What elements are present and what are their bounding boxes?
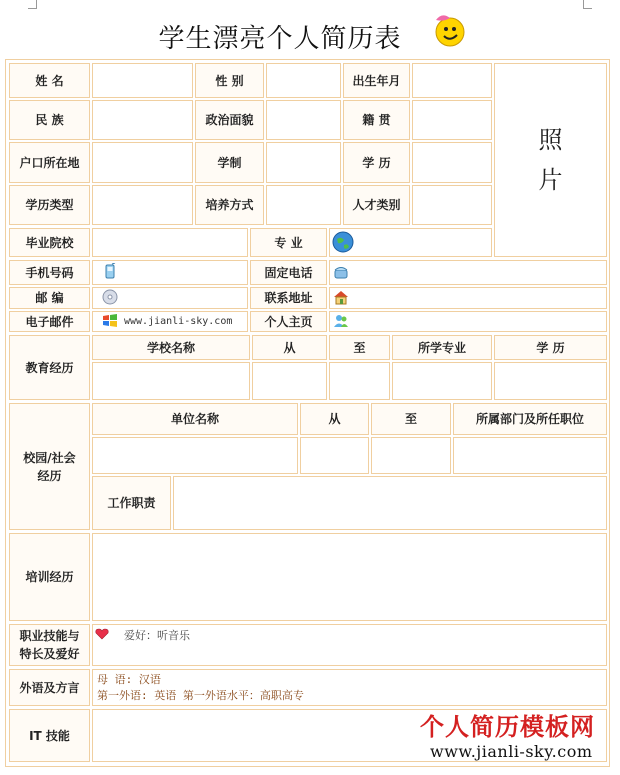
campus-label <box>9 403 90 530</box>
disc-icon <box>102 289 118 305</box>
windows-logo-icon <box>102 313 118 329</box>
telephone-icon <box>333 264 349 280</box>
campus-to-field[interactable] <box>371 437 451 474</box>
page-corner-mark-left <box>28 0 37 9</box>
name-field[interactable] <box>92 63 193 98</box>
photo-label-1: 照 <box>538 126 563 154</box>
training-mode-label: 培养方式 <box>195 185 264 225</box>
hobby-value: 爱好：听音乐 <box>124 629 190 642</box>
page-corner-mark-right <box>583 0 592 9</box>
globe-icon <box>332 231 354 253</box>
native-place-field[interactable] <box>412 100 492 140</box>
homepage-field[interactable] <box>329 311 607 332</box>
it-skills-label: IT 技能 <box>9 709 90 762</box>
education-major-field[interactable] <box>392 362 492 400</box>
school-system-field[interactable] <box>266 142 341 183</box>
campus-from-field[interactable] <box>300 437 369 474</box>
email-value: www.jianli-sky.com <box>124 316 233 327</box>
landline-field[interactable] <box>329 260 607 285</box>
homepage-label: 个人主页 <box>250 311 327 332</box>
political-label: 政治面貌 <box>195 100 264 140</box>
training-mode-field[interactable] <box>266 185 341 225</box>
hukou-field[interactable] <box>92 142 193 183</box>
native-place-label: 籍 贯 <box>343 100 410 140</box>
education-school-field[interactable] <box>92 362 250 400</box>
mother-tongue-value: 母 语: 汉语 <box>97 673 161 686</box>
talent-type-field[interactable] <box>412 185 492 225</box>
political-field[interactable] <box>266 100 341 140</box>
education-degree-field[interactable] <box>494 362 607 400</box>
postcode-label: 邮 编 <box>9 287 90 309</box>
degree-type-label: 学历类型 <box>9 185 90 225</box>
education-from-field[interactable] <box>252 362 327 400</box>
birth-field[interactable] <box>412 63 492 98</box>
photo-box[interactable] <box>494 63 607 257</box>
campus-to-header: 至 <box>371 403 451 435</box>
birth-label: 出生年月 <box>343 63 410 98</box>
address-field[interactable] <box>329 287 607 309</box>
email-label: 电子邮件 <box>9 311 90 332</box>
degree-type-field[interactable] <box>92 185 193 225</box>
name-label: 姓 名 <box>9 63 90 98</box>
education-to-field[interactable] <box>329 362 390 400</box>
smiley-icon <box>428 10 468 48</box>
campus-label-line1: 校园/社会 <box>23 450 76 465</box>
talent-type-label: 人才类别 <box>343 185 410 225</box>
education-degree-header: 学 历 <box>494 335 607 360</box>
gender-field[interactable] <box>266 63 341 98</box>
hukou-label: 户口所在地 <box>9 142 90 183</box>
graduate-school-label: 毕业院校 <box>9 228 90 257</box>
campus-department-header: 所属部门及所任职位 <box>453 403 607 435</box>
mobile-phone-icon <box>102 263 118 279</box>
training-label: 培训经历 <box>9 533 90 621</box>
degree-field[interactable] <box>412 142 492 183</box>
education-major-header: 所学专业 <box>392 335 492 360</box>
duties-field[interactable] <box>173 476 607 530</box>
address-label: 联系地址 <box>250 287 327 309</box>
ethnicity-field[interactable] <box>92 100 193 140</box>
education-label: 教育经历 <box>9 335 90 400</box>
school-system-label: 学制 <box>195 142 264 183</box>
ethnicity-label: 民 族 <box>9 100 90 140</box>
gender-label: 性 别 <box>195 63 264 98</box>
education-to-header: 至 <box>329 335 390 360</box>
mobile-label: 手机号码 <box>9 260 90 285</box>
training-field[interactable] <box>92 533 607 621</box>
major-label: 专 业 <box>250 228 327 257</box>
campus-department-field[interactable] <box>453 437 607 474</box>
campus-label-line2: 经历 <box>37 468 62 483</box>
skills-label-line2: 特长及爱好 <box>19 647 80 661</box>
campus-unit-header: 单位名称 <box>92 403 298 435</box>
users-icon <box>333 313 349 329</box>
photo-label-2: 片 <box>538 166 563 194</box>
resume-title: 学生漂亮个人简历表 <box>158 24 402 54</box>
graduate-school-field[interactable] <box>92 228 248 257</box>
education-school-header: 学校名称 <box>92 335 250 360</box>
languages-label: 外语及方言 <box>9 669 90 706</box>
landline-label: 固定电话 <box>250 260 327 285</box>
heart-icon <box>95 628 109 640</box>
watermark-title: 个人简历模板网 <box>420 713 595 741</box>
duties-label: 工作职责 <box>92 476 171 530</box>
house-icon <box>333 289 349 305</box>
skills-label <box>9 624 90 666</box>
education-from-header: 从 <box>252 335 327 360</box>
second-language-value: 第一外语: 英语 第一外语水平：高职高专 <box>97 689 304 702</box>
watermark-url: www.jianli-sky.com <box>430 742 593 761</box>
skills-label-line1: 职业技能与 <box>19 629 80 643</box>
campus-from-header: 从 <box>300 403 369 435</box>
campus-unit-field[interactable] <box>92 437 298 474</box>
degree-label: 学 历 <box>343 142 410 183</box>
